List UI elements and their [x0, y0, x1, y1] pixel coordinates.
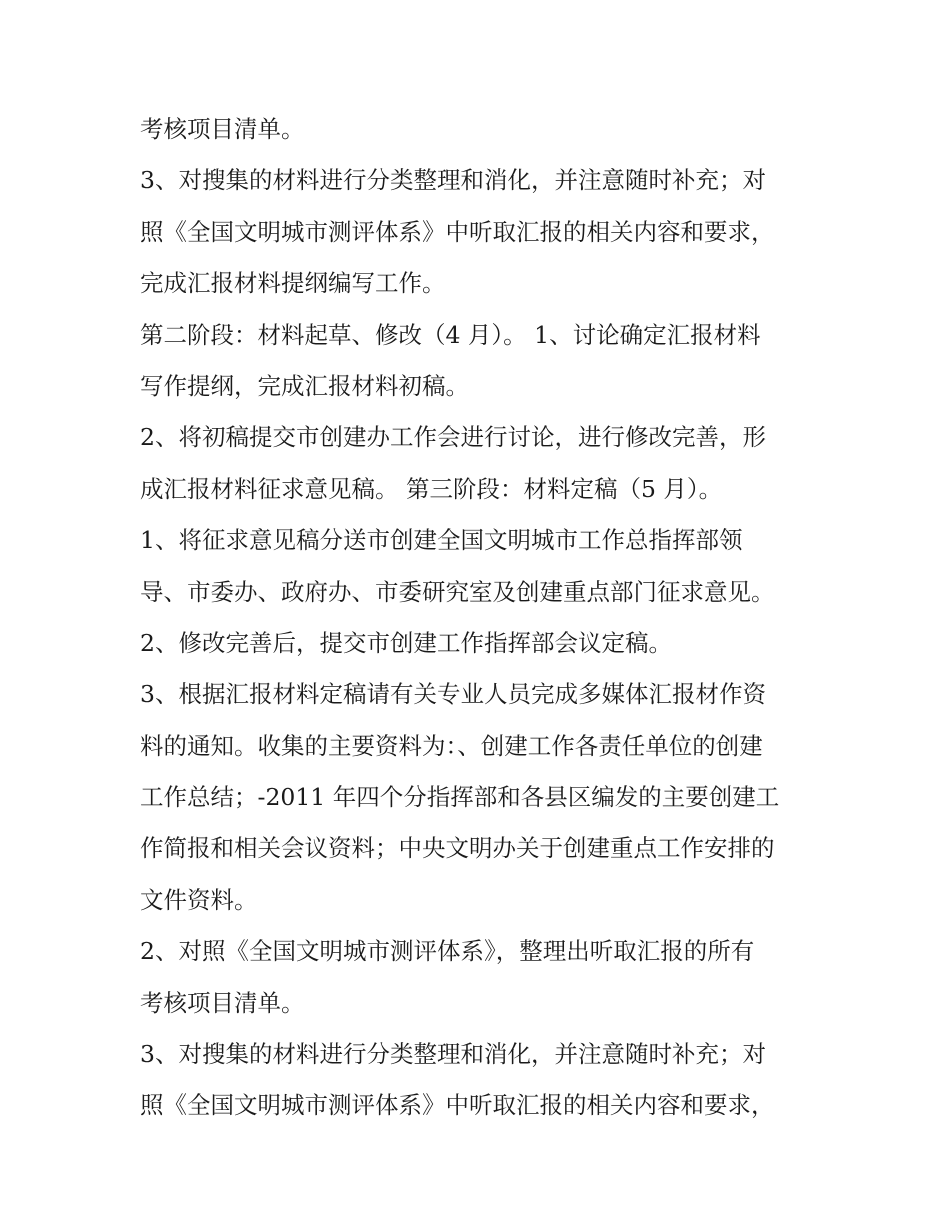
text-line: 照《全国文明城市测评体系》中听取汇报的相关内容和要求， — [140, 217, 775, 246]
document-body — [140, 104, 820, 1132]
text-line: 考核项目清单。 — [140, 115, 305, 143]
text-line: 2、将初稿提交市创建办工作会进行讨论，进行修改完善，形 — [140, 423, 766, 452]
text-line: 3、对搜集的材料进行分类整理和消化，并注意随时补充；对 — [140, 1040, 766, 1069]
text-line: 照《全国文明城市测评体系》中听取汇报的相关内容和要求， — [140, 1091, 775, 1120]
text-line: 作简报和相关会议资料；中央文明办关于创建重点工作安排的 — [140, 834, 775, 863]
text-line: 文件资料。 — [140, 885, 258, 914]
text-line: 料的通知。收集的主要资料为：、创建工作各责任单位的创建 — [140, 731, 763, 760]
text-line: 成汇报材料征求意见稿。 第三阶段：材料定稿（5 月）。 — [140, 474, 723, 503]
text-line: 3、对搜集的材料进行分类整理和消化，并注意随时补充；对 — [140, 166, 766, 195]
text-line: 考核项目清单。 — [140, 988, 305, 1017]
text-line: 2、修改完善后，提交市创建工作指挥部会议定稿。 — [140, 628, 672, 657]
text-line: 1、将征求意见稿分送市创建全国文明城市工作总指挥部领 — [140, 526, 743, 555]
text-line: 写作提纲，完成汇报材料初稿。 — [140, 371, 469, 400]
text-line: 3、根据汇报材料定稿请有关专业人员完成多媒体汇报材作资 — [140, 680, 766, 709]
text-line: 导、市委办、政府办、市委研究室及创建重点部门征求意见。 — [140, 577, 775, 606]
text-line: 工作总结；-2011 年四个分指挥部和各县区编发的主要创建工 — [140, 783, 780, 812]
text-line: 2、对照《全国文明城市测评体系》，整理出听取汇报的所有 — [140, 937, 755, 966]
text-line: 完成汇报材料提纲编写工作。 — [140, 269, 446, 298]
text-line: 第二阶段：材料起草、修改（4 月）。 1、讨论确定汇报材料 — [140, 320, 761, 349]
